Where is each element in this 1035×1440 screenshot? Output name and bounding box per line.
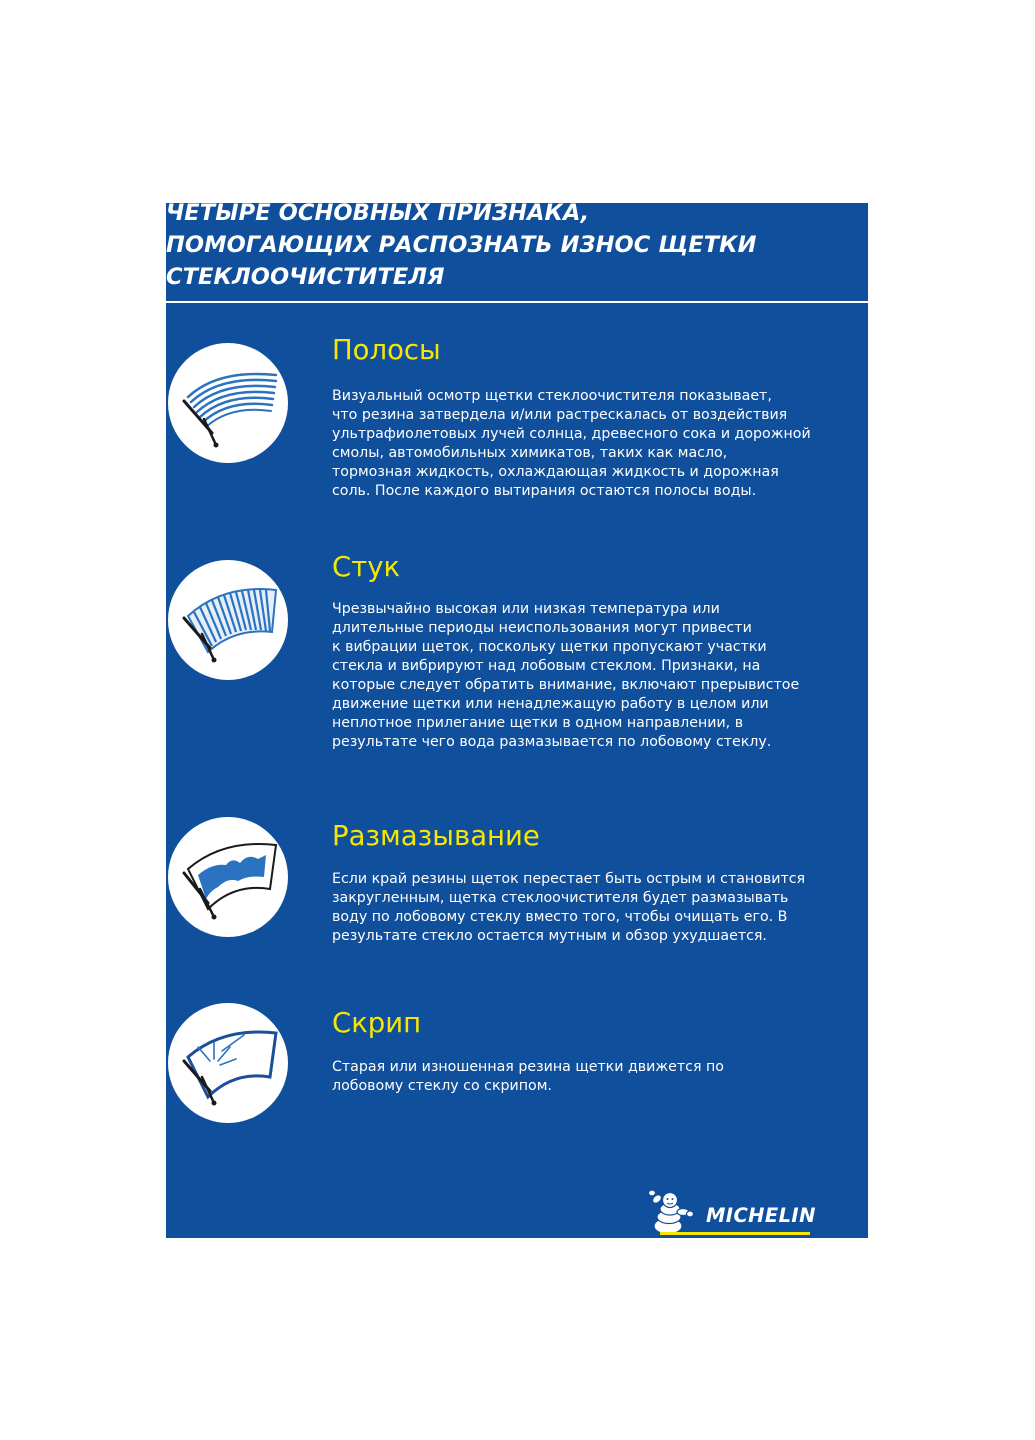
description-line: Чрезвычайно высокая или низкая температура или [332,601,720,617]
description-line: длительные периоды неиспользования могут привести [332,620,752,636]
description-line: закругленным, щетка стеклоочистителя будет размазывать [332,890,789,906]
sign-heading: Скрип [332,1007,422,1039]
header-divider [166,301,868,303]
sign-description [332,387,811,501]
brand-stripe [660,1232,810,1235]
description-line: стекла и вибрируют над лобовым стеклом. Признаки, на [332,658,761,674]
smearing-wiper-icon [168,817,288,937]
brand-name: MICHELIN [706,1204,816,1227]
poster-title-line: ЧЕТЫРЕ ОСНОВНЫХ ПРИЗНАКА, [166,203,590,226]
description-line: Визуальный осмотр щетки стеклоочистителя показывает, [332,388,772,404]
sign-heading: Размазывание [332,820,540,852]
description-line: результате чего вода размазывается по лобовому стеклу. [332,734,772,750]
streaks-wiper-icon [168,343,288,463]
poster-title [166,203,868,293]
michelin-man-icon [646,1188,704,1236]
description-line: результате стекло остается мутным и обзор ухудшается. [332,928,767,944]
infographic-poster [166,203,868,1238]
sign-heading: Полосы [332,334,441,366]
description-line: что резина затвердела и/или растрескалась от воздействия [332,407,788,423]
description-line: смолы, автомобильных химикатов, таких как масло, [332,445,728,461]
description-line: Если край резины щеток перестает быть острым и становится [332,871,806,887]
description-line: движение щетки или ненадлежащую работу в целом или [332,696,769,712]
poster-title-line: СТЕКЛООЧИСТИТЕЛЯ [166,264,445,290]
poster-title-line: ПОМОГАЮЩИХ РАСПОЗНАТЬ ИЗНОС ЩЕТКИ [166,232,757,258]
description-line: неплотное прилегание щетки в одном направлении, в [332,715,744,731]
sign-description [332,600,799,752]
description-line: тормозная жидкость, охлаждающая жидкость и дорожная [332,464,779,480]
squeak-wiper-icon [168,1003,288,1123]
sign-description [332,1058,724,1096]
description-line: соль. После каждого вытирания остаются полосы воды. [332,483,757,499]
sign-heading: Стук [332,551,401,583]
chatter-wiper-icon [168,560,288,680]
description-line: ультрафиолетовых лучей солнца, древесного сока и дорожной [332,426,811,442]
michelin-logo [646,1188,868,1238]
description-line: воду по лобовому стеклу вместо того, чтобы очищать его. В [332,909,788,925]
description-line: Старая или изношенная резина щетки движется по [332,1059,724,1075]
description-line: которые следует обратить внимание, включают прерывистое [332,677,800,693]
sign-description [332,870,805,946]
description-line: лобовому стеклу со скрипом. [332,1078,552,1094]
description-line: к вибрации щеток, поскольку щетки пропускают участки [332,639,767,655]
